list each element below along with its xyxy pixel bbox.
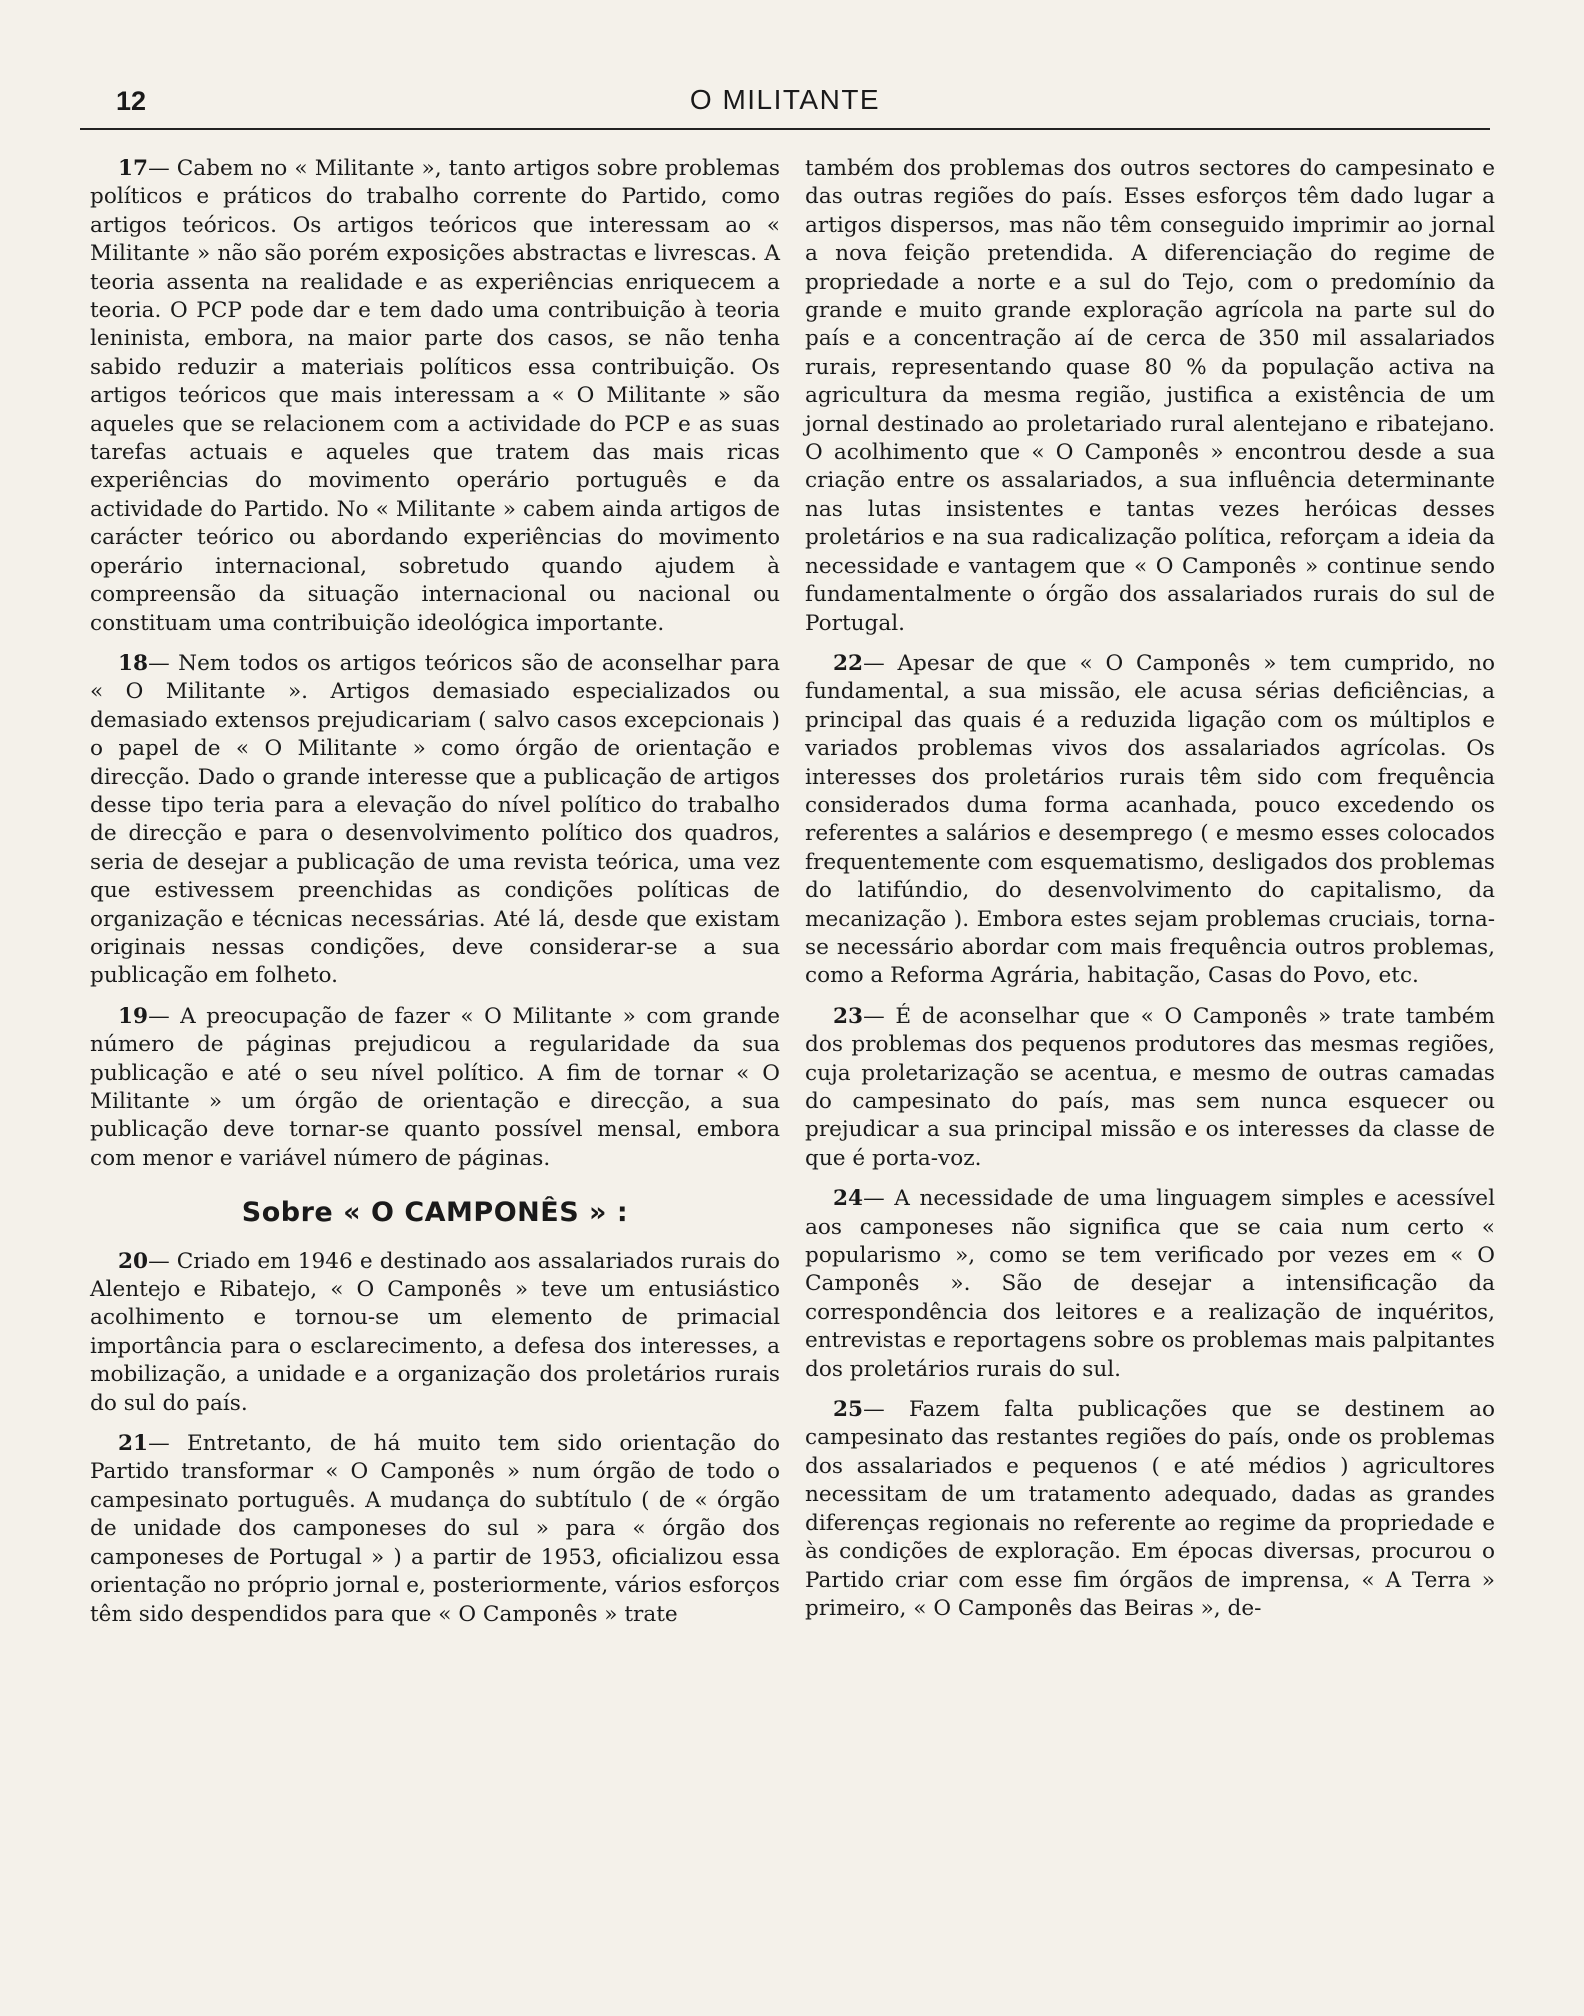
paragraph-number: 18 [118,650,149,676]
right-column [805,155,1495,1635]
paragraph-19 [90,1003,780,1173]
paragraph-text: — A necessidade de uma linguagem simples e acessível aos camponeses não significa que se caia num certo « popularismo », como se tem verificado por vezes em « O Camponês ». São de desejar a intensificação da correspondência dos leitores e a realização de inquéritos, entrevistas e reportagens sobre os problemas mais palpitantes dos proletários rurais do sul. [805,1186,1495,1382]
paragraph-20 [90,1248,780,1418]
paragraph-number: 21 [118,1431,149,1457]
paragraph-23 [805,1003,1495,1173]
paragraph-18 [90,650,780,991]
paragraph-text: — Cabem no « Militante », tanto artigos sobre problemas políticos e práticos do trabalho corrente do Partido, como artigos teóricos. Os artigos teóricos que interessam ao « Militante » não são porém exposições abstractas e livrescas. A teoria assenta na realidade e as experiências enriquecem a teoria. O PCP pode dar e tem dado uma contribuição à teoria leninista, embora, na maior parte dos casos, se não tenha sabido reduzir a materiais políticos essa contribuição. Os artigos teóricos que mais interessam a « O Militante » são aqueles que se relacionem com a actividade do PCP e as suas tarefas actuais e aqueles que tratem das mais ricas experiências do movimento operário português e da actividade do Partido. No « Militante » cabem ainda artigos de carácter teórico ou abordando experiências do movimento operário internacional, sobretudo quando ajudem à compreensão da situação internacional ou nacional ou constituam uma contribuição ideológica importante. [90,156,780,636]
paragraph-number: 24 [833,1186,864,1212]
paragraph-21 [90,1430,780,1629]
paragraph-24 [805,1185,1495,1384]
section-heading: Sobre « O CAMPONÊS » : [241,1197,629,1229]
left-column [90,155,780,1641]
page-number: 12 [116,86,147,116]
page-header [80,84,1490,130]
paragraph-number: 22 [833,650,864,676]
paragraph-number: 19 [118,1003,149,1029]
paragraph-text: — É de aconselhar que « O Camponês » trate também dos problemas dos pequenos produtores das mesmas regiões, cuja proletarização se acentua, e mesmo de outras camadas do campesinato do país, mas sem nunca esquecer ou prejudicar a sua principal missão e os interesses da classe de que é porta-voz. [805,1003,1495,1171]
paragraph-number: 25 [833,1397,864,1423]
paragraph-text: — Entretanto, de há muito tem sido orientação do Partido transformar « O Camponês » num órgão de todo o campesinato português. A mudança do subtítulo ( de « órgão de unidade dos camponeses do sul » para « órgão dos camponeses de Portugal » ) a partir de 1953, oficializou essa orientação no próprio jornal e, posteriormente, vários esforços têm sido despendidos para que « O Camponês » trate [90,1431,780,1627]
paragraph-17 [90,155,780,638]
paragraph-number: 17 [118,156,149,181]
paragraph-text: também dos problemas dos outros sectores do campesinato e das outras regiões do país. Esses esforços têm dado lugar a artigos dispersos, mas não têm conseguido imprimir ao jornal a nova feição pretendida. A diferenciação do regime de propriedade a norte e a sul do Tejo, com o predomínio da grande e muito grande exploração agrícola na parte sul do país e a concentração aí de cerca de 350 mil assalariados rurais, representando quase 80 % da população activa na agricultura da mesma região, justifica a existência de um jornal destinado ao proletariado rural alentejano e ribatejano. O acolhimento que « O Camponês » encontrou desde a sua criação entre os assalariados, a sua influência determinante nas lutas insistentes e tantas vezes heróicas desses proletários e na sua radicalização política, reforçam a ideia da necessidade e vantagem que « O Camponês » continue sendo fundamentalmente o órgão dos assalariados rurais do sul de Portugal. [805,156,1495,636]
paragraph-number: 20 [118,1248,149,1274]
paragraph-text: — Apesar de que « O Camponês » tem cumprido, no fundamental, a sua missão, ele acusa sérias deficiências, a principal das quais é a reduzida ligação com os múltiplos e variados problemas vivos dos assalariados agrícolas. Os interesses dos proletários rurais têm sido com frequência considerados duma forma acanhada, pouco excedendo os referentes a salários e desemprego ( e mesmo esses colocados frequentemente com esquematismo, desligados dos problemas do latifúndio, do desenvolvimento do capitalismo, da mecanização ). Embora estes sejam problemas cruciais, torna-se necessário abordar com mais frequência outros problemas, como a Reforma Agrária, habitação, Casas do Povo, etc. [805,650,1495,989]
paragraph-25 [805,1396,1495,1623]
paragraph-text: — Nem todos os artigos teóricos são de aconselhar para « O Militante ». Artigos demasiado especializados ou demasiado extensos prejudicariam ( salvo casos excepcionais ) o papel de « O Militante » como órgão de orientação e direcção. Dado o grande interesse que a publicação de artigos desse tipo teria para a elevação do nível político do trabalho de direcção e para o desenvolvimento político dos quadros, seria de desejar a publicação de uma revista teórica, uma vez que estivessem preenchidas as condições políticas de organização e técnicas necessárias. Até lá, desde que existam originais nessas condições, deve considerar-se a sua publicação em folheto. [90,650,780,989]
paragraph-22 [805,650,1495,991]
paragraph-text: — A preocupação de fazer « O Militante » com grande número de páginas prejudicou a regularidade da sua publicação e até o seu nível político. A fim de tornar « O Militante » um órgão de orientação e direcção, a sua publicação deve tornar-se quanto possível mensal, embora com menor e variável número de páginas. [90,1003,780,1171]
running-title: O MILITANTE [689,84,881,115]
paragraph-text: — Fazem falta publicações que se destinem ao campesinato das restantes regiões do país, onde os problemas dos assalariados e pequenos ( e até médios ) agricultores necessitam de um tratamento adequado, dadas as grandes diferenças regionais no referente ao regime da propriedade e às condições de exploração. Em épocas diversas, procurou o Partido criar com esse fim órgãos de imprensa, « A Terra » primeiro, « O Camponês das Beiras », de- [805,1397,1495,1621]
paragraph-number: 23 [833,1003,864,1029]
paragraph-text: — Criado em 1946 e destinado aos assalariados rurais do Alentejo e Ribatejo, « O Camponês » teve um entusiástico acolhimento e tornou-se um elemento de primacial importância para o esclarecimento, a defesa dos interesses, a mobilização, a unidade e a organização dos proletários rurais do sul do país. [90,1248,780,1416]
paragraph-21-continued [805,155,1495,638]
